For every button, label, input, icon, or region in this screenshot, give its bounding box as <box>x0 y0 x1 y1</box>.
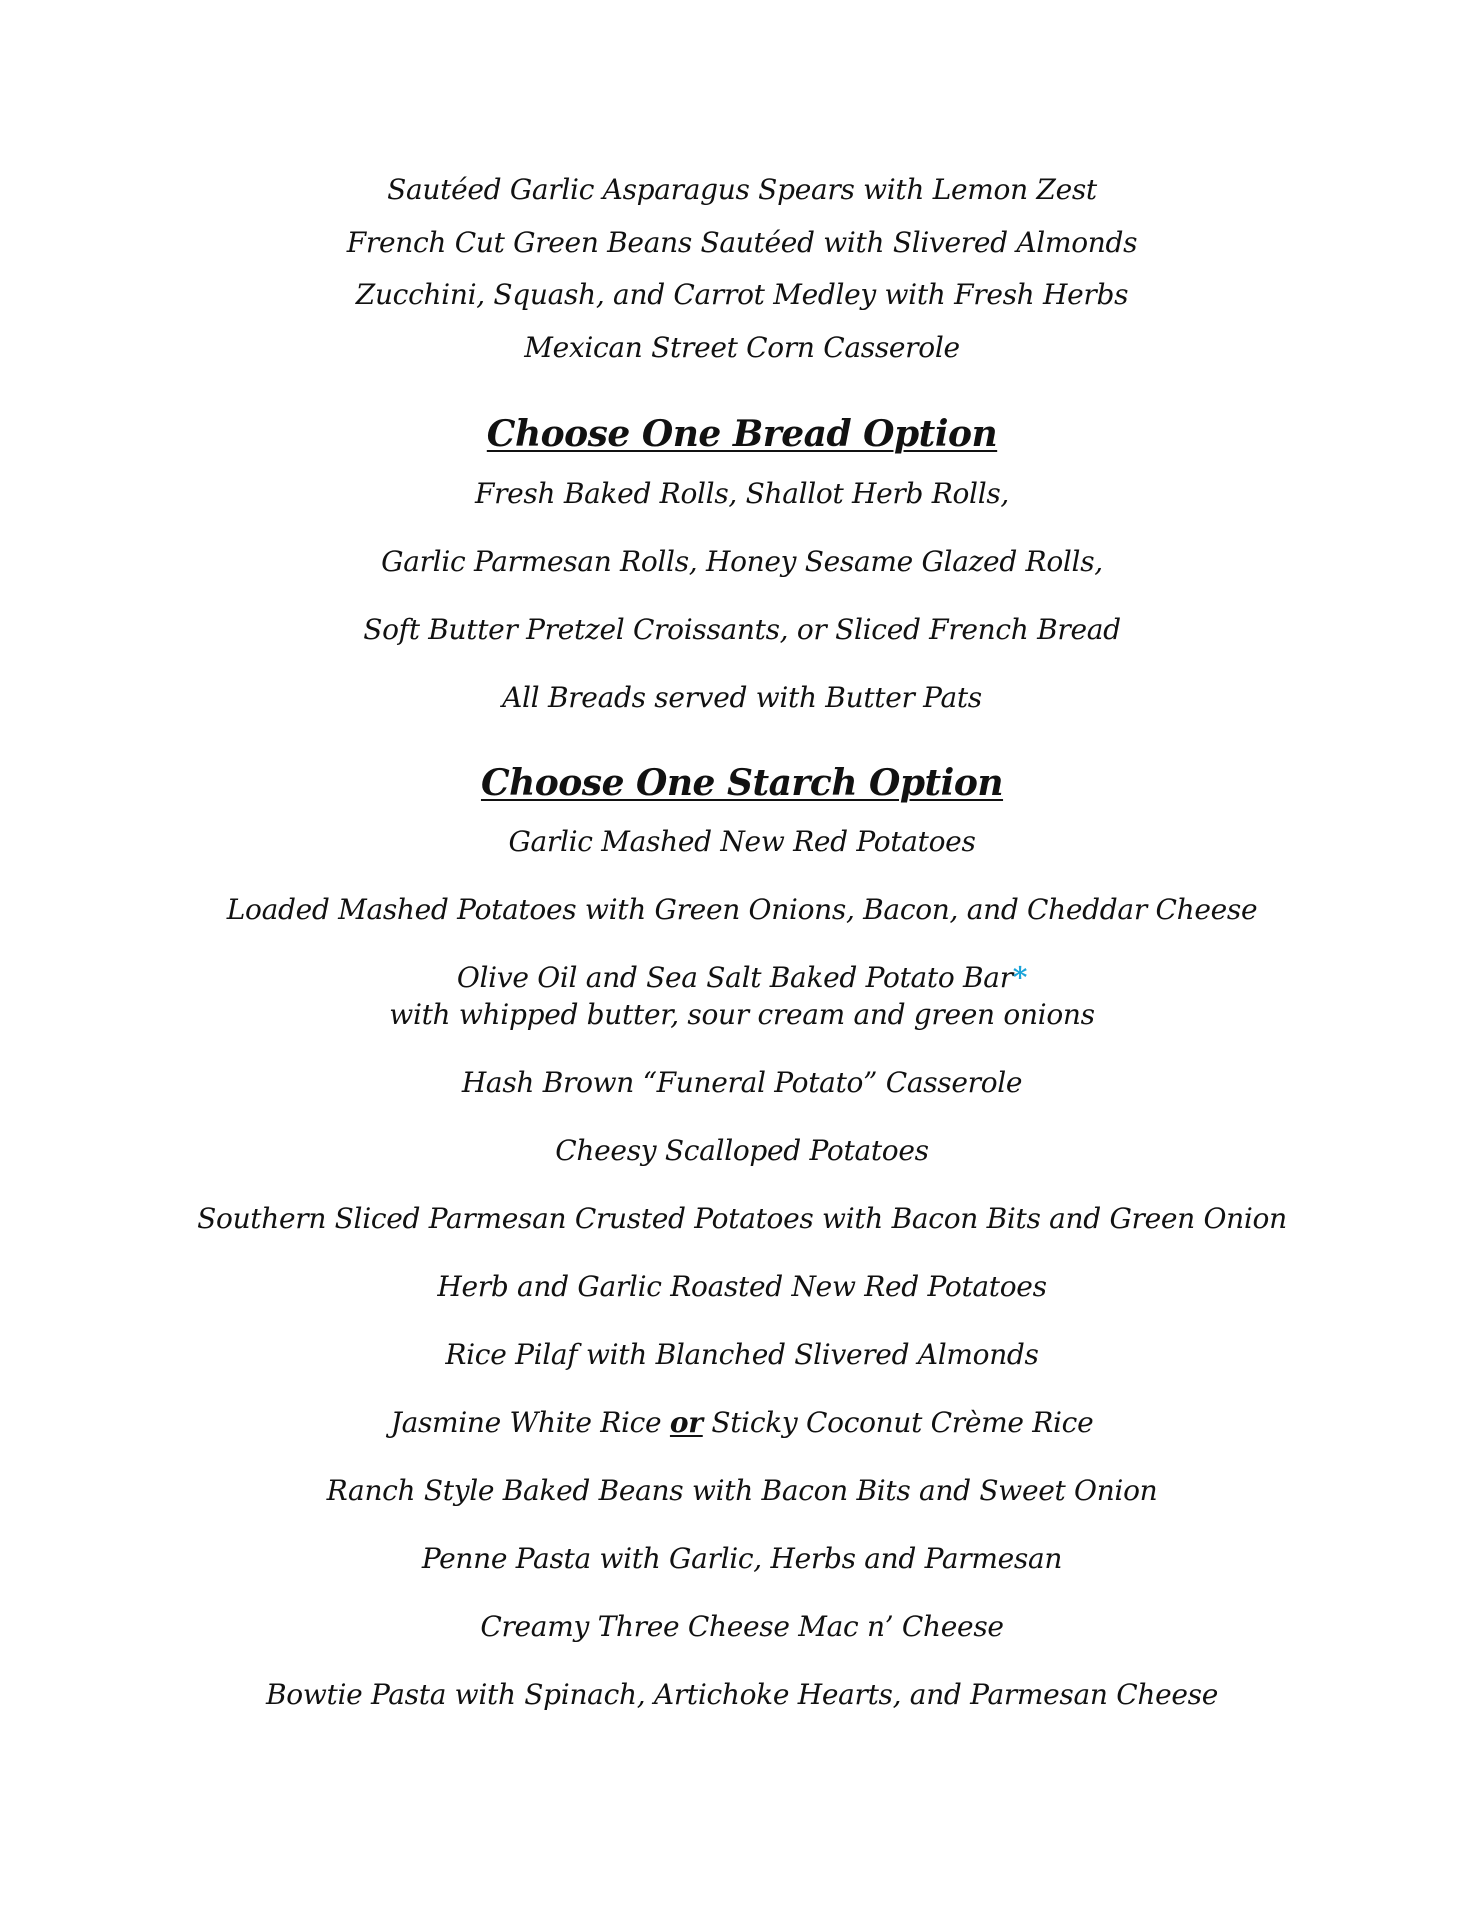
or-conjunction: or <box>669 1406 703 1439</box>
starch-item: Bowtie Pasta with Spinach, Artichoke Hearts, and Parmesan Cheese <box>266 1678 1218 1711</box>
starch-item <box>0 1406 1484 1440</box>
starch-item: Ranch Style Baked Beans with Bacon Bits and Sweet Onion <box>326 1474 1158 1507</box>
starch-item <box>0 961 1484 995</box>
bread-line: All Breads served with Butter Pats <box>502 681 982 714</box>
starch-item-subtext: with whipped butter, sour cream and green onions <box>389 998 1095 1031</box>
starch-item-text: Jasmine White Rice <box>390 1406 670 1439</box>
starch-heading: Choose One Starch Option <box>480 762 1004 804</box>
starch-item: Hash Brown “Funeral Potato” Casserole <box>461 1066 1023 1099</box>
vegetable-item: Mexican Street Corn Casserole <box>524 331 960 364</box>
bread-line: Garlic Parmesan Rolls, Honey Sesame Glazed Rolls, <box>381 545 1103 578</box>
vegetable-item: French Cut Green Beans Sautéed with Slivered Almonds <box>346 226 1138 259</box>
bread-line: Fresh Baked Rolls, Shallot Herb Rolls, <box>474 477 1010 510</box>
starch-item-text: Sticky Coconut Crème Rice <box>702 1406 1094 1439</box>
bread-heading: Choose One Bread Option <box>486 413 998 455</box>
starch-item: Cheesy Scalloped Potatoes <box>555 1134 929 1167</box>
vegetable-item: Zucchini, Squash, and Carrot Medley with Fresh Herbs <box>355 278 1129 311</box>
starch-item: Southern Sliced Parmesan Crusted Potatoes with Bacon Bits and Green Onion <box>197 1202 1287 1235</box>
vegetable-item: Sautéed Garlic Asparagus Spears with Lemon Zest <box>387 173 1097 206</box>
starch-item: Creamy Three Cheese Mac n’ Cheese <box>480 1610 1004 1643</box>
starch-item: Penne Pasta with Garlic, Herbs and Parmesan <box>421 1542 1063 1575</box>
starch-item-text: Olive Oil and Sea Salt Baked Potato Bar <box>456 961 1013 994</box>
starch-item: Rice Pilaf with Blanched Slivered Almonds <box>445 1338 1039 1371</box>
starch-item: Loaded Mashed Potatoes with Green Onions, Bacon, and Cheddar Cheese <box>226 893 1258 926</box>
starch-item: Herb and Garlic Roasted New Red Potatoes <box>437 1270 1047 1303</box>
bread-line: Soft Butter Pretzel Croissants, or Sliced French Bread <box>363 613 1121 646</box>
asterisk-note-mark: * <box>1012 961 1028 994</box>
starch-item: Garlic Mashed New Red Potatoes <box>508 825 976 858</box>
